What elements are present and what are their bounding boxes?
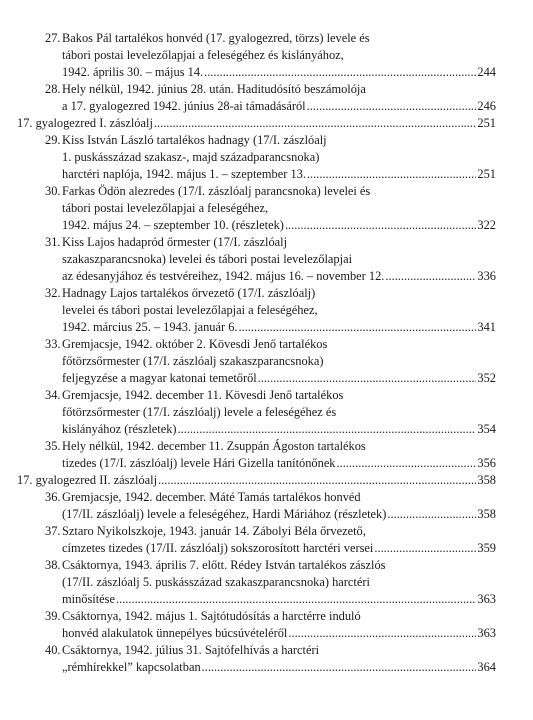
entry-text: Sztaro Nyikolszkoje, 1943. január 14. Zábolyi Béla őrvezető, xyxy=(62,524,366,538)
dot-leader xyxy=(204,64,476,81)
entry-number: 34. xyxy=(45,388,61,402)
toc-section-heading xyxy=(0,115,533,132)
entry-text: Hely nélkül, 1942. június 28. után. Haditudósító beszámolója xyxy=(62,82,366,96)
page-number: 354 xyxy=(477,422,496,436)
entry-text: (17/II. zászlóalj) levele a feleségéhez, Hardi Máriához (részletek) xyxy=(62,507,387,521)
entry-number: 33. xyxy=(45,337,61,351)
entry-text: Gremjacsje, 1942. október 2. Kövesdi Jenő tartalékos xyxy=(62,337,328,351)
entry-number: 38. xyxy=(45,558,61,572)
toc-entry xyxy=(0,387,533,438)
entry-number: 35. xyxy=(45,439,61,453)
toc-entry xyxy=(0,81,533,115)
toc-entry xyxy=(0,438,533,472)
entry-number: 27. xyxy=(45,31,61,45)
toc-section-heading xyxy=(0,472,533,489)
toc-line xyxy=(45,489,496,506)
toc-line xyxy=(45,523,496,540)
section-title: 17. gyalogezred I. zászlóalj xyxy=(17,116,153,130)
toc-line xyxy=(17,472,496,489)
page-number: 359 xyxy=(477,541,496,555)
entry-number: 31. xyxy=(45,235,61,249)
entry-text: 1942. április 30. – május 14. xyxy=(62,65,204,79)
entry-text: minősítése xyxy=(62,592,115,606)
dot-leader xyxy=(285,217,476,234)
toc-line xyxy=(45,132,496,149)
entry-number: 30. xyxy=(45,184,61,198)
page-number: 356 xyxy=(477,456,496,470)
entry-number: 32. xyxy=(45,286,61,300)
toc-line xyxy=(45,336,496,353)
toc-line xyxy=(17,115,496,132)
toc-line xyxy=(62,302,496,319)
toc-line xyxy=(62,591,496,608)
entry-text: tábori postai levelezőlapjai a feleségéhez és kislányához, xyxy=(62,48,344,62)
entry-text: tábori postai levelezőlapjai a feleségéhez, xyxy=(62,201,269,215)
toc-line xyxy=(62,540,496,557)
toc-line xyxy=(45,557,496,574)
entry-text: Csáktornya, 1942. július 31. Sajtófelhívás a harctéri xyxy=(62,643,320,657)
toc-entry xyxy=(0,489,533,523)
entry-number: 40. xyxy=(45,643,61,657)
entry-text: Hadnagy Lajos tartalékos őrvezető (17/I. zászlóalj) xyxy=(62,286,316,300)
entry-text: Csáktornya, 1943. április 7. előtt. Rédey István tartalékos zászlós xyxy=(62,558,386,572)
entry-text: 1. puskásszázad szakasz-, majd századparancsnoka) xyxy=(62,150,320,164)
page-number: 358 xyxy=(477,473,496,487)
page-number: 363 xyxy=(477,592,496,606)
toc-line xyxy=(62,47,496,64)
toc-entry xyxy=(0,30,533,81)
page-number: 352 xyxy=(477,371,496,385)
page-number: 358 xyxy=(477,507,496,521)
entry-text: az édesanyjához és testvéreihez, 1942. május 16. – november 12. xyxy=(62,269,385,283)
toc-line xyxy=(45,438,496,455)
toc-line xyxy=(62,200,496,217)
dot-leader xyxy=(258,370,477,387)
dot-leader xyxy=(239,319,477,336)
entry-text: honvéd alakulatok ünnepélyes búcsúvételéről xyxy=(62,626,288,640)
entry-text: Csáktornya, 1942. május 1. Sajtótudósítás a harctérre induló xyxy=(62,609,361,623)
dot-leader xyxy=(154,115,477,132)
toc-line xyxy=(62,625,496,642)
toc-entry xyxy=(0,642,533,676)
page-number: 322 xyxy=(477,218,496,232)
entry-number: 29. xyxy=(45,133,61,147)
dot-leader xyxy=(307,166,476,183)
dot-leader xyxy=(387,506,476,523)
entry-text: kislányához (részletek) xyxy=(62,422,177,436)
section-title: 17. gyalogezred II. zászlóalj xyxy=(17,473,158,487)
entry-text: Kiss Lajos hadapród őrmester (17/I. zászlóalj xyxy=(62,235,288,249)
toc-entry xyxy=(0,523,533,557)
dot-leader xyxy=(374,540,476,557)
page-number: 244 xyxy=(477,65,496,79)
toc-line xyxy=(45,183,496,200)
entry-text: (17/II. zászlóalj 5. puskásszázad szakaszparancsnoka) harctéri xyxy=(62,575,370,589)
entry-text: szakaszparancsnoka) levelei és tábori postai levelezőlapjai xyxy=(62,252,353,266)
dot-leader xyxy=(158,472,476,489)
entry-text: címzetes tizedes (17/II. zászlóalj) sokszorosított harctéri versei xyxy=(62,541,374,555)
dot-leader xyxy=(307,98,477,115)
toc-line xyxy=(45,608,496,625)
toc-entry xyxy=(0,132,533,183)
page-number: 251 xyxy=(477,116,496,130)
toc-line xyxy=(62,404,496,421)
toc-entry xyxy=(0,234,533,285)
toc-line xyxy=(62,319,496,336)
dot-leader xyxy=(288,625,476,642)
entry-text: Kiss István László tartalékos hadnagy (17/I. zászlóalj xyxy=(62,133,327,147)
toc-line xyxy=(45,387,496,404)
entry-text: Gremjacsje, 1942. december 11. Kövesdi Jenő tartalékos xyxy=(62,388,344,402)
toc-line xyxy=(62,64,496,81)
page-number: 364 xyxy=(477,660,496,674)
entry-text: a 17. gyalogezred 1942. június 28-ai támadásáról xyxy=(62,99,306,113)
entry-text: főtörzsőrmester (17/I. zászlóalj) levele a feleségéhez és xyxy=(62,405,337,419)
toc-line xyxy=(62,455,496,472)
toc-entry xyxy=(0,557,533,608)
toc-entry xyxy=(0,336,533,387)
toc-line xyxy=(62,659,496,676)
toc-entry xyxy=(0,183,533,234)
toc-line xyxy=(45,30,496,47)
page-number: 246 xyxy=(477,99,496,113)
dot-leader xyxy=(337,455,477,472)
entry-number: 36. xyxy=(45,490,61,504)
entry-text: 1942. március 25. – 1943. január 6. xyxy=(62,320,238,334)
entry-number: 37. xyxy=(45,524,61,538)
toc-line xyxy=(62,574,496,591)
toc-line xyxy=(62,370,496,387)
entry-text: Farkas Ödön alezredes (17/I. zászlóalj parancsnoka) levelei és xyxy=(62,184,371,198)
entry-text: tizedes (17/I. zászlóalj) levele Hári Gizella tanítónőnek xyxy=(62,456,336,470)
entry-text: „rémhírekkel” kapcsolatban xyxy=(62,660,201,674)
toc-line xyxy=(62,98,496,115)
entry-text: feljegyzése a magyar katonai temetőről xyxy=(62,371,257,385)
toc-line xyxy=(62,149,496,166)
dot-leader xyxy=(202,659,477,676)
entry-text: 1942. május 24. – szeptember 10. (részletek) xyxy=(62,218,284,232)
toc-line xyxy=(62,421,496,438)
toc-line xyxy=(45,642,496,659)
toc-entry xyxy=(0,608,533,642)
entry-number: 39. xyxy=(45,609,61,623)
entry-text: főtörzsőrmester (17/I. zászlóalj szakaszparancsnoka) xyxy=(62,354,324,368)
dot-leader xyxy=(116,591,476,608)
toc-entry xyxy=(0,285,533,336)
entry-text: Bakos Pál tartalékos honvéd (17. gyalogezred, törzs) levele és xyxy=(62,31,370,45)
page-number: 251 xyxy=(477,167,496,181)
entry-text: Hely nélkül, 1942. december 11. Zsuppán Ágoston tartalékos xyxy=(62,439,366,453)
toc-line xyxy=(45,234,496,251)
toc-line xyxy=(62,506,496,523)
toc-line xyxy=(62,166,496,183)
entry-text: Gremjacsje, 1942. december. Máté Tamás tartalékos honvéd xyxy=(62,490,361,504)
page-number: 341 xyxy=(477,320,496,334)
entry-text: levelei és tábori postai levelezőlapjai a feleségéhez, xyxy=(62,303,318,317)
toc-line xyxy=(62,217,496,234)
toc-line xyxy=(62,353,496,370)
toc-line xyxy=(45,81,496,98)
toc-line xyxy=(62,268,496,285)
toc-line xyxy=(45,285,496,302)
entry-text: harctéri naplója, 1942. május 1. – szeptember 13. xyxy=(62,167,306,181)
entry-number: 28. xyxy=(45,82,61,96)
page-number: 363 xyxy=(477,626,496,640)
toc-line xyxy=(62,251,496,268)
page-number: 336 xyxy=(477,269,496,283)
dot-leader xyxy=(178,421,477,438)
dot-leader xyxy=(385,268,476,285)
